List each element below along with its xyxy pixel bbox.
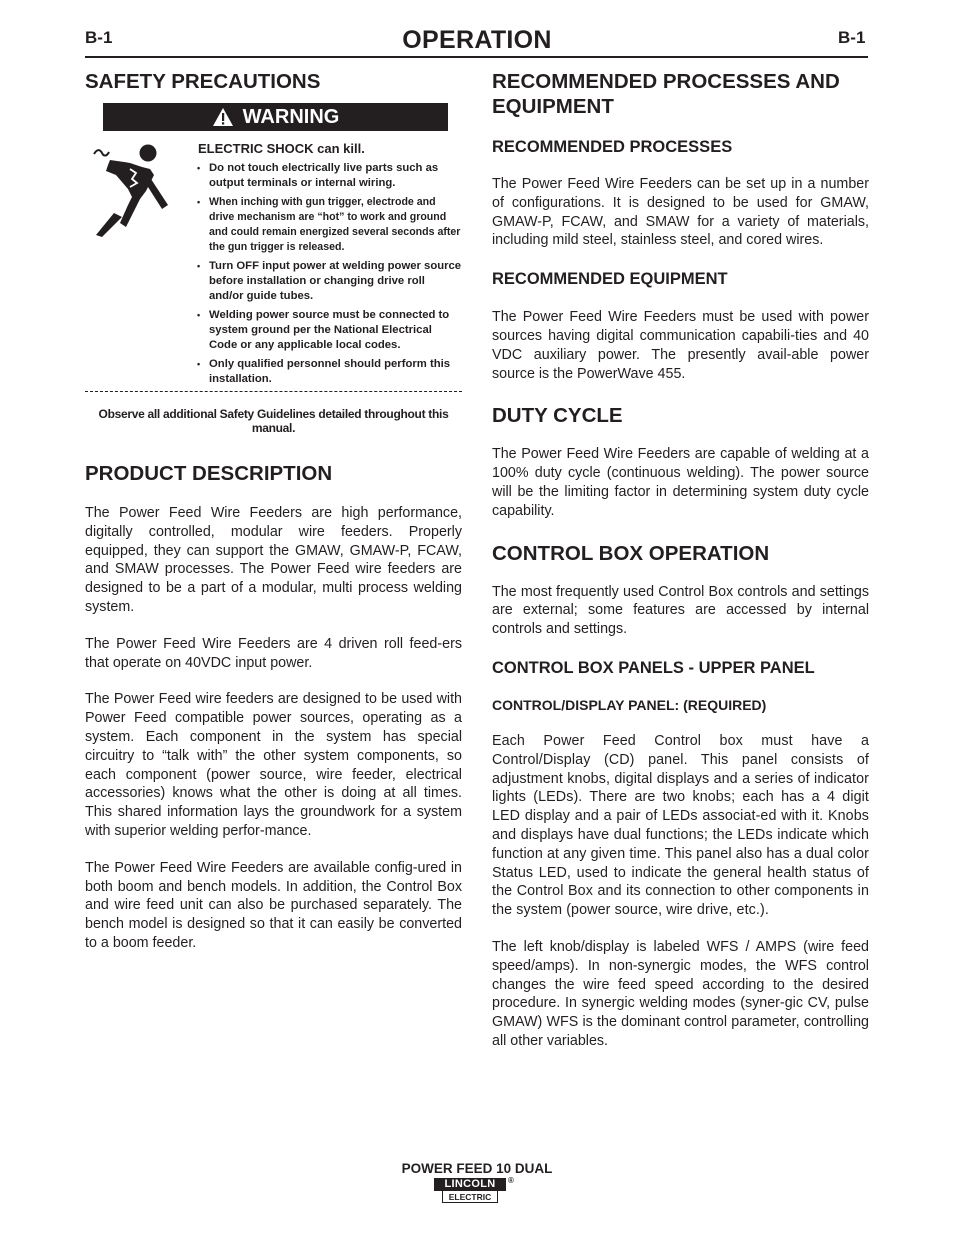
paragraph: The Power Feed Wire Feeders are capable of welding at a 100% duty cycle (continuous welding). The power source will be the limiting factor in determining system duty cycle capability.: [492, 446, 869, 519]
recommended-processes-heading: RECOMMENDED PROCESSES: [492, 138, 733, 156]
dashed-divider: [85, 391, 462, 392]
paragraph: The Power Feed Wire Feeders are 4 driven roll feed-ers that operate on 40VDC input power.: [85, 635, 462, 671]
page-code-right: B-1: [838, 28, 866, 47]
paragraph: The left knob/display is labeled WFS / AMPS (wire feed speed/amps). In non-synergic modes, the WFS control changes the wire feed speed according to the desired procedure. In synergic welding modes (syner-gic CV, pulse GMAW) WFS is the dominant control parameter, controlling all other variables.: [492, 938, 869, 1049]
list-item: • Do not touch electrically live parts such as output terminals or internal wiring.: [197, 161, 462, 191]
page-code-left: B-1: [85, 28, 113, 47]
paragraph: The Power Feed wire feeders are designed to be used with Power Feed compatible power sources, operating as a system. Each component in the system has special circuitry to “talk with” the other system components, so each component (power source, wire feeder, electrical accessories) knows what the other is doing at all times. This shared information lays the groundwork for a system with superior welding perfor-mance.: [85, 691, 462, 839]
recommended-equipment-heading: RECOMMENDED EQUIPMENT: [492, 270, 728, 289]
header-rule: [85, 56, 868, 58]
paragraph: The Power Feed Wire Feeders are available config-ured in both boom and bench models. In addition, the Control Box and wire feed unit can also be purchased separately. The bench model is designed so that it can easily be converted to a boom feeder.: [85, 859, 462, 951]
paragraph: The Power Feed Wire Feeders can be set up in a number of configurations. It is designed to be used for GMAW, GMAW-P, FCAW, and SMAW for a variety of materials, including mild steel, stainless steel, and cored wires.: [492, 176, 869, 249]
paragraph: The Power Feed Wire Feeders are high performance, digitally controlled, modular wire feeders. Properly equipped, they can support the GMAW, GMAW-P, FCAW, and SMAW processes. The Power Feed wire feeders are designed to be a part of a modular, multi process welding system.: [85, 505, 462, 615]
warning-body: [85, 131, 462, 391]
shock-warning-list: [197, 161, 462, 391]
registered-mark: ®: [508, 1176, 514, 1185]
paragraph: The Power Feed Wire Feeders must be used with power sources having digital communication capabili-ties and 40 VDC auxiliary power. The presently avail-able power source is the PowerWave 455.: [492, 309, 869, 382]
left-column: [85, 64, 462, 953]
duty-cycle-heading: DUTY CYCLE: [492, 404, 623, 428]
paragraph: Each Power Feed Control box must have a Control/Display (CD) panel. This panel consists of adjustment knobs, digital displays and a series of indicator lights (LEDs). There are two knobs; each has a 4 digit LED display and a pair of LEDs associat-ed with it. Knobs and displays have dual functions; the LEDs indicate which function at any given time. This panel also has a dual color Status LED, used to indicate the general health status of the Control Box and its connection to other components in the system (power source, wire drive, etc.).: [492, 732, 869, 919]
control-box-operation-heading: CONTROL BOX OPERATION: [492, 541, 770, 565]
logo-top-text: LINCOLN: [434, 1178, 506, 1191]
safety-note: Observe all additional Safety Guidelines detailed throughout this manual.: [98, 407, 449, 435]
footer-model-name: POWER FEED 10 DUAL: [401, 1161, 553, 1176]
control-box-panels-heading: CONTROL BOX PANELS - UPPER PANEL: [492, 658, 815, 677]
warning-label: WARNING: [242, 105, 340, 128]
list-item: • Welding power source must be connected to system ground per the National Electrical Code or any applicable local codes.: [197, 308, 462, 353]
logo-bottom-text: ELECTRIC: [442, 1191, 498, 1203]
page-title: OPERATION: [402, 26, 552, 54]
lincoln-electric-logo: [434, 1176, 514, 1204]
control-display-panel-heading: CONTROL/DISPLAY PANEL: (REQUIRED): [492, 696, 767, 713]
electric-shock-icon: [88, 143, 180, 239]
list-item: • When inching with gun trigger, electrode and drive mechanism are “hot” to work and ground and could remain energized several seconds after the gun trigger is released.: [197, 195, 462, 255]
warning-banner: [103, 103, 448, 131]
warning-triangle-icon: [212, 107, 234, 127]
safety-precautions-heading: SAFETY PRECAUTIONS: [85, 70, 321, 93]
product-description-heading: PRODUCT DESCRIPTION: [85, 462, 333, 485]
list-item: • Turn OFF input power at welding power source before installation or changing drive roll and/or guide tubes.: [197, 259, 462, 304]
recommended-processes-equipment-heading: RECOMMENDED PROCESSES AND EQUIPMENT: [492, 70, 840, 118]
list-item: • Only qualified personnel should perform this installation.: [197, 357, 462, 387]
paragraph: The most frequently used Control Box controls and settings are external; some features are accessed by internal controls and settings.: [492, 583, 869, 638]
shock-heading: ELECTRIC SHOCK can kill.: [198, 141, 365, 156]
right-column: [492, 64, 869, 1051]
